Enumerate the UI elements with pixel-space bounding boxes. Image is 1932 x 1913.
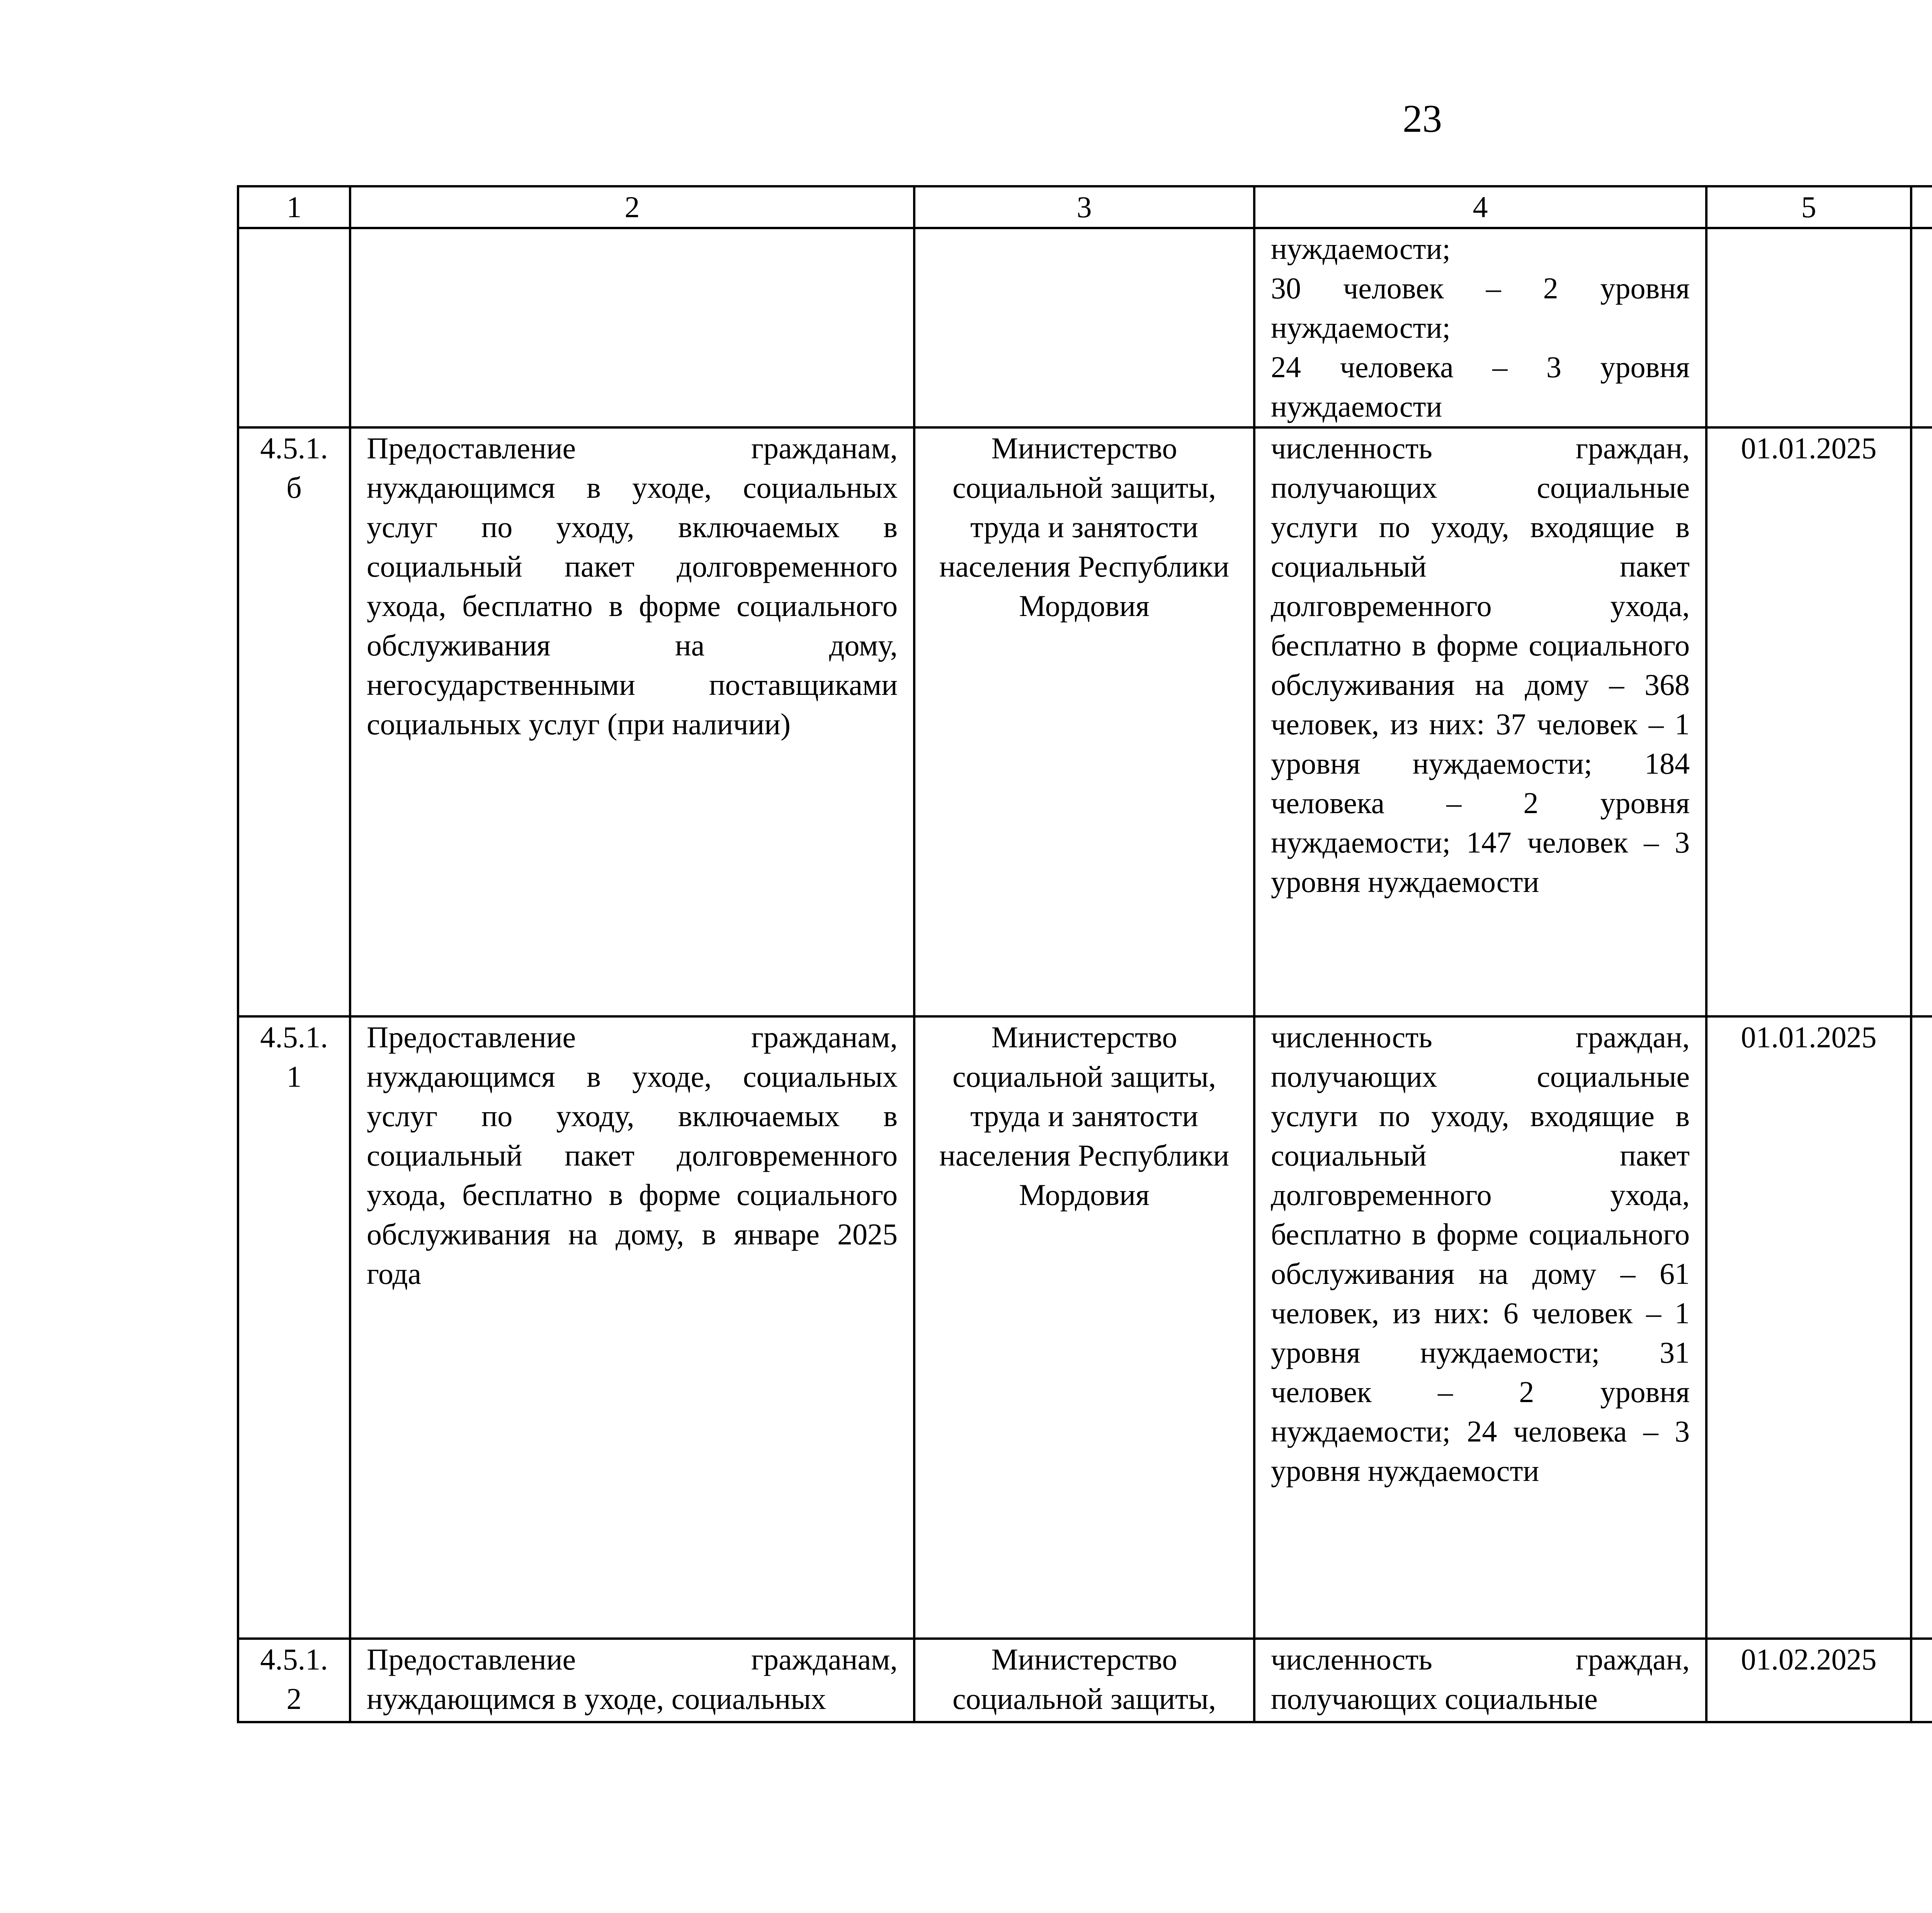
column-number: 4: [1254, 186, 1706, 228]
text-line: 30 человек – 2 уровня: [1271, 271, 1690, 305]
table-row: [238, 1639, 1932, 1680]
item-number: 4.5.1. 2: [238, 1639, 350, 1722]
column-number: [1911, 186, 1932, 228]
column-number-row: [238, 186, 1932, 228]
target-indicator: численность граждан, получающих социальные услуги по уходу, входящие в социальный пакет долговременного ухода, бесплатно в форме социального обслуживания на дому – 61 человек, из них: 6 человек – 1 уровня нуждаемости; 31 человек – 2 уровня нуждаемости; 24 человека – 3 уровня нуждаемости: [1254, 1016, 1706, 1639]
page-number: 23: [1403, 97, 1442, 141]
end-date: [1911, 427, 1932, 1016]
column-number: 2: [350, 186, 914, 228]
text-line: нуждаемости: [1271, 390, 1442, 423]
text-line: 24 человека – 3 уровня: [1271, 350, 1690, 384]
item-number: 4.5.1. б: [238, 427, 350, 1016]
measure-name: Предоставление гражданам, нуждающимся в уходе, социальных: [350, 1639, 914, 1722]
text-line: нуждаемости;: [1271, 311, 1451, 344]
continuation-indicator: [1254, 228, 1706, 427]
responsible-executor: Министерство социальной защиты,: [914, 1639, 1254, 1722]
measures-table: [237, 185, 1932, 1723]
column-number: 5: [1706, 186, 1911, 228]
column-number: 3: [914, 186, 1254, 228]
start-date: 01.01.2025: [1706, 1016, 1911, 1639]
table-row: [238, 427, 1932, 469]
target-indicator: численность граждан, получающих социальные услуги по уходу, входящие в социальный пакет долговременного ухода, бесплатно в форме социального обслуживания на дому – 368 человек, из них: 37 человек – 1 уровня нуждаемости; 184 человека – 2 уровня нуждаемости; 147 человек – 3 уровня нуждаемости: [1254, 427, 1706, 1016]
start-date: 01.02.2025: [1706, 1639, 1911, 1722]
measure-name: Предоставление гражданам, нуждающимся в уходе, социальных услуг по уходу, включаемых в социальный пакет долговременного ухода, бесплатно в форме социального обслуживания на дому, в январе 2025 года: [350, 1016, 914, 1639]
responsible-executor: Министерство социальной защиты, труда и занятости населения Республики Мордовия: [914, 427, 1254, 1016]
text-line: нуждаемости;: [1271, 232, 1451, 266]
target-indicator: численность граждан, получающих социальные: [1254, 1639, 1706, 1722]
responsible-executor: Министерство социальной защиты, труда и занятости населения Республики Мордовия: [914, 1016, 1254, 1639]
measure-name: Предоставление гражданам, нуждающимся в уходе, социальных услуг по уходу, включаемых в социальный пакет долговременного ухода, бесплатно в форме социального обслуживания на дому, негосударственными поставщиками социальных услуг (при наличии): [350, 427, 914, 1016]
table-row: [238, 1016, 1932, 1060]
column-number: 1: [238, 186, 350, 228]
item-number: 4.5.1. 1: [238, 1016, 350, 1639]
start-date: 01.01.2025: [1706, 427, 1911, 1016]
end-date: [1911, 1016, 1932, 1639]
end-date: [1911, 1639, 1932, 1722]
continuation-row: [238, 228, 1932, 427]
